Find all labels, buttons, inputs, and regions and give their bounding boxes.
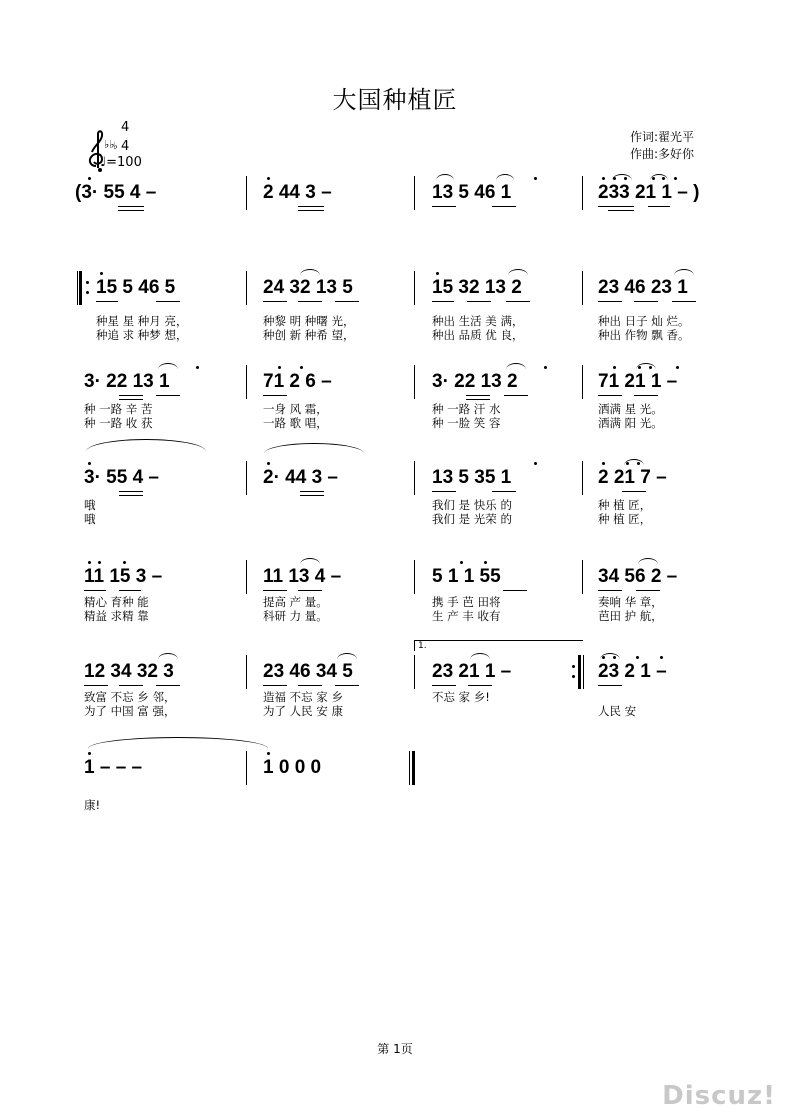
underline: [468, 685, 492, 686]
lyric: 人民 安: [598, 704, 637, 718]
time-signature-bottom: 4: [121, 139, 130, 154]
underline: [298, 206, 324, 207]
octave-dot: [88, 752, 91, 755]
underline: [263, 301, 287, 302]
measure: 24 32 13 5: [263, 277, 353, 298]
barline: [414, 461, 415, 495]
octave-dot: [637, 462, 640, 465]
barline: [246, 176, 247, 210]
measure: 3· 22 13 1: [84, 371, 170, 392]
time-signature-top: 4: [121, 120, 130, 135]
underline: [432, 491, 456, 492]
barline: [246, 655, 247, 689]
underline: [118, 210, 144, 211]
octave-dot: [652, 177, 655, 180]
repeat-barline-thick: [79, 271, 82, 305]
underline: [598, 685, 622, 686]
octave-dot: [613, 177, 616, 180]
page-number: 第 1页: [377, 1042, 413, 1056]
lyric: 种创 新 种希 望，: [263, 328, 355, 342]
octave-dot: [676, 366, 679, 369]
underline: [263, 590, 287, 591]
slur: [436, 174, 454, 187]
octave-dot: [88, 561, 91, 564]
slur: [337, 653, 357, 666]
lyric: 种追 求 种梦 想，: [96, 328, 188, 342]
octave-dot: [534, 177, 537, 180]
lyric: 提高 产 量。: [263, 595, 328, 609]
slur: [624, 459, 644, 472]
underline: [622, 491, 646, 492]
measure: (3· 55 4 –: [75, 182, 157, 203]
measure: 11 13 4 –: [263, 566, 342, 587]
lyric: 洒满 阳 光。: [598, 416, 663, 430]
underline: [156, 685, 180, 686]
barline: [582, 365, 583, 399]
lyric: 不忘 家 乡!: [432, 690, 490, 704]
underline: [598, 590, 622, 591]
lyric: 洒满 星 光。: [598, 402, 663, 416]
lyric: 为了 中国 富 强，: [84, 704, 176, 718]
lyric: 种 植 匠，: [598, 512, 652, 526]
underline: [432, 206, 456, 207]
octave-dot: [638, 366, 641, 369]
final-barline: [409, 751, 410, 785]
slur: [470, 653, 490, 666]
underline: [84, 590, 106, 591]
underline: [335, 301, 359, 302]
measure: 23 21 1 –: [432, 661, 512, 682]
measure: 2· 44 3 –: [263, 467, 338, 488]
underline: [156, 301, 180, 302]
measure: 233 21 1 – ): [598, 182, 700, 203]
lyric: 致富 不忘 乡 邻，: [84, 690, 176, 704]
barline: [582, 560, 583, 594]
lyric: 携 手 芭 田将: [432, 595, 501, 609]
underline: [598, 395, 622, 396]
measure: 11 15 3 –: [84, 566, 163, 587]
repeat-dot: [86, 291, 89, 294]
underline: [118, 206, 144, 207]
lyric: 科研 力 量。: [263, 609, 328, 623]
volta-bracket: [414, 640, 583, 651]
slur: [158, 363, 178, 376]
underline: [300, 495, 324, 496]
repeat-barline: [77, 271, 78, 305]
lyric: 种 植 匠，: [598, 498, 652, 512]
underline: [503, 590, 527, 591]
lyric: 我们 是 光荣 的: [432, 512, 512, 526]
slur: [300, 269, 320, 282]
barline: [246, 271, 247, 305]
barline: [246, 560, 247, 594]
slur: [638, 558, 658, 571]
slur: [650, 174, 668, 187]
octave-dot: [460, 561, 463, 564]
underline: [636, 590, 660, 591]
slur: [300, 558, 320, 571]
barline: [582, 271, 583, 305]
lyric: 奏响 华 章，: [598, 595, 663, 609]
measure: 13 5 35 1: [432, 467, 512, 488]
underline: [96, 301, 118, 302]
repeat-dot: [572, 665, 575, 668]
underline: [298, 210, 324, 211]
underline: [492, 491, 516, 492]
underline: [467, 301, 491, 302]
lyric: 精心 育种 能: [84, 595, 149, 609]
octave-dot: [88, 462, 91, 465]
underline: [504, 395, 528, 396]
measure: 13 5 46 1: [432, 182, 512, 203]
octave-dot: [278, 366, 281, 369]
measure: 2 44 3 –: [263, 182, 332, 203]
measure: 23 46 23 1: [598, 277, 688, 298]
lyric: 种出 日子 灿 烂。: [598, 314, 690, 328]
lyric: 我们 是 快乐 的: [432, 498, 512, 512]
underline: [466, 395, 490, 396]
barline: [414, 560, 415, 594]
octave-dot: [662, 177, 665, 180]
octave-dot: [88, 177, 91, 180]
underline: [432, 685, 456, 686]
octave-dot: [636, 656, 639, 659]
lyric: 种出 作物 飘 香。: [598, 328, 690, 342]
underline: [634, 395, 658, 396]
octave-dot: [613, 656, 616, 659]
octave-dot: [626, 462, 629, 465]
repeat-dot: [86, 281, 89, 284]
barline: [582, 461, 583, 495]
lyric: 种出 品质 优 良，: [432, 328, 524, 342]
barline: [414, 271, 415, 305]
underline: [298, 590, 322, 591]
measure: 12 34 32 3: [84, 661, 174, 682]
underline: [119, 491, 143, 492]
underline: [156, 395, 180, 396]
octave-dot: [436, 272, 439, 275]
tie-arc: [264, 443, 364, 464]
barline: [414, 655, 415, 689]
octave-dot: [544, 366, 547, 369]
barline: [414, 365, 415, 399]
slur: [612, 174, 632, 187]
tie-arc: [86, 439, 206, 464]
octave-dot: [267, 462, 270, 465]
lyricist-credit: 作词:翟光平: [630, 130, 695, 144]
underline: [432, 301, 454, 302]
octave-dot: [123, 561, 126, 564]
octave-dot: [98, 561, 101, 564]
lyric: 哦: [84, 498, 96, 512]
underline: [119, 395, 143, 396]
slur: [674, 269, 694, 282]
octave-dot: [649, 366, 652, 369]
tempo-marking: ♩=100: [100, 155, 142, 170]
measure: 23 46 34 5: [263, 661, 353, 682]
measure: 1 – – –: [84, 757, 143, 778]
underline: [335, 685, 359, 686]
lyric: 精益 求精 靠: [84, 609, 149, 623]
octave-dot: [602, 656, 605, 659]
measure: 15 5 46 5: [96, 277, 176, 298]
barline: [246, 365, 247, 399]
measure: 3· 22 13 2: [432, 371, 518, 392]
underline: [119, 590, 141, 591]
octave-dot: [602, 462, 605, 465]
svg-text:♭♭: ♭♭: [104, 138, 115, 151]
underline: [492, 206, 516, 207]
lyric: 生 产 丰 收有: [432, 609, 501, 623]
lyric: 种 一路 辛 苦: [84, 402, 153, 416]
underline: [298, 301, 322, 302]
lyric: 芭田 护 航，: [598, 609, 663, 623]
underline: [608, 210, 634, 211]
measure: 1 0 0 0: [263, 757, 322, 778]
octave-dot: [602, 177, 605, 180]
underline: [263, 395, 287, 396]
repeat-barline-thick: [578, 655, 581, 689]
lyric: 种黎 明 种曙 光，: [263, 314, 355, 328]
underline: [648, 206, 670, 207]
lyric: 康!: [84, 798, 101, 812]
underline: [263, 685, 287, 686]
watermark-logo: Discuz!: [662, 1081, 776, 1111]
measure: 3· 55 4 –: [84, 467, 159, 488]
barline: [582, 176, 583, 210]
underline: [598, 301, 622, 302]
final-barline-thick: [412, 751, 415, 785]
measure: 5 1 1 55: [432, 566, 501, 587]
slur: [636, 363, 656, 376]
lyric: 为了 人民 安 康: [263, 704, 343, 718]
measure: 15 32 13 2: [432, 277, 522, 298]
lyric: 一身 风 霜，: [263, 402, 328, 416]
underline: [119, 495, 143, 496]
lyric: 种 一路 收 获: [84, 416, 153, 430]
measure: 34 56 2 –: [598, 566, 678, 587]
underline: [598, 206, 634, 207]
measure: 71 21 1 –: [598, 371, 678, 392]
measure: 23 2 1 –: [598, 661, 667, 682]
composer-credit: 作曲:多好你: [630, 147, 695, 161]
underline: [506, 301, 530, 302]
octave-dot: [484, 561, 487, 564]
octave-dot: [100, 272, 103, 275]
slur: [508, 269, 528, 282]
octave-dot: [196, 366, 199, 369]
slur: [600, 653, 620, 666]
song-title: 大国种植匠: [332, 86, 458, 114]
lyric: 种出 生活 美 满，: [432, 314, 524, 328]
octave-dot: [267, 752, 270, 755]
underline: [300, 491, 324, 492]
underline: [84, 685, 108, 686]
octave-dot: [534, 462, 537, 465]
measure: 2 21 7 –: [598, 467, 667, 488]
octave-dot: [300, 366, 303, 369]
octave-dot: [613, 366, 616, 369]
underline: [634, 301, 658, 302]
lyric: 种 一路 汗 水: [432, 402, 501, 416]
lyric: 造福 不忘 家 乡: [263, 690, 343, 704]
slur: [506, 363, 526, 376]
lyric: 种星 星 种月 亮，: [96, 314, 188, 328]
octave-dot: [660, 656, 663, 659]
barline: [246, 461, 247, 495]
barline: [246, 751, 247, 785]
slur: [496, 174, 514, 187]
lyric: 种 一脸 笑 容: [432, 416, 501, 430]
underline: [298, 685, 322, 686]
octave-dot: [624, 177, 627, 180]
volta-label: 1.: [418, 641, 427, 651]
slur: [158, 653, 178, 666]
lyric: 哦: [84, 512, 96, 526]
underline: [672, 301, 696, 302]
lyric: 一路 歌 唱，: [263, 416, 328, 430]
measure: 71 2 6 –: [263, 371, 332, 392]
barline: [414, 176, 415, 210]
repeat-dot: [572, 675, 575, 678]
octave-dot: [674, 177, 677, 180]
svg-text:♭: ♭: [113, 141, 118, 152]
underline: [119, 685, 143, 686]
repeat-barline: [583, 655, 584, 689]
octave-dot: [267, 177, 270, 180]
